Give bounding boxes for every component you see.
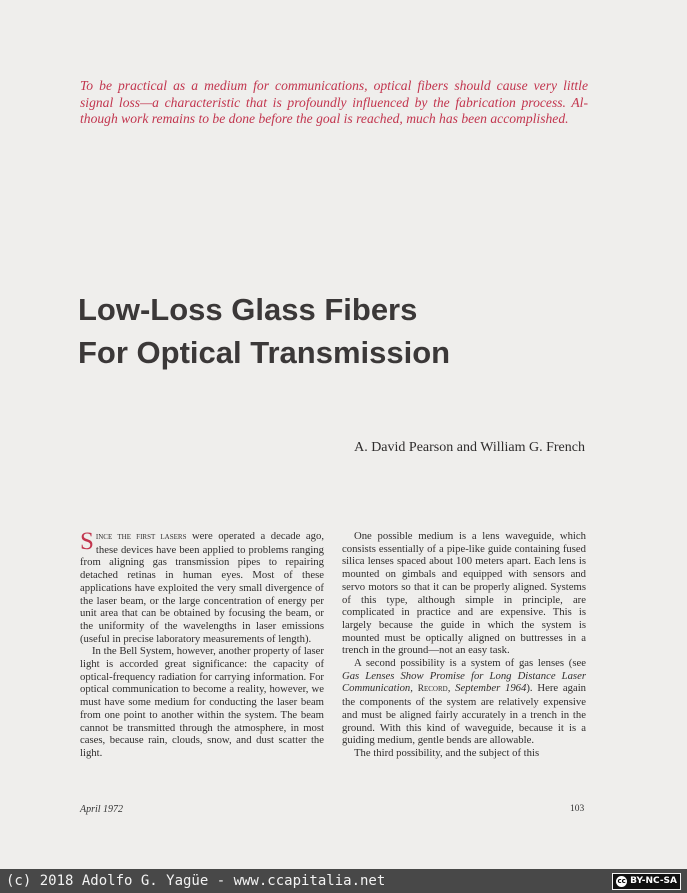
intro-blurb [80, 78, 588, 128]
body-column-right [342, 530, 586, 760]
paragraph-text: ). Here again the components of the system are relatively expensive and must be aligned fairly accurately in a trench in the ground. With this kind of waveguide, because it is a guiding medium, gentle bends are allowable. [342, 682, 587, 747]
article-title [78, 288, 450, 374]
reference-journal: Record [417, 684, 448, 695]
license-badge[interactable] [612, 873, 681, 890]
paragraph-text: were operated a decade ago, these devices have been applied to problems ranging from aligning gas transmission pipes to repairing detached retinas in human eyes. Most of these applications have exploited the very small divergence of the laser beam, or the large concentration of energy per unit area that can be obtained by focusing the beam, or the uniformity of the wavelengths in laser emissions (useful in precise laboratory measurements of length). [80, 530, 324, 645]
body-paragraph [342, 657, 586, 747]
article-authors: A. David Pearson and William G. French [354, 440, 585, 455]
body-paragraph: One possible medium is a lens waveguide, which consists essentially of a pipe-like guide containing fused silica lenses spaced about 100 meters apart. Each lens is mounted on gimbals and equipped with sensors and servo motors so that it can be properly aligned. Systems of this type, although simple in principle, are complicated in practice and are expensive. This is largely because the guide in which the system is mounted must be optically aligned on buttresses in a trench in the ground—not an easy task. [342, 530, 586, 657]
title-line-2: For Optical Transmission [78, 335, 451, 370]
issue-date: April 1972 [80, 804, 124, 815]
intro-line: though work remains to be done before the goal is reached, much has been accomplished. [80, 111, 569, 126]
creative-commons-icon: cc [617, 877, 626, 885]
reference-title: Gas Lenses Show Promise for Long Distance Laser Communication, [342, 669, 586, 695]
body-paragraph [80, 530, 324, 645]
body-paragraph: In the Bell System, however, another property of laser light is accorded great significance: the capacity of optical-frequency radiation for carrying information. For optical communication to become a reality, however, we must have some medium for conducting the laser beam from one point to another within the system. The beam cannot be transmitted through the atmosphere, in most cases, because rain, clouds, snow, and dust scatter the light. [80, 645, 324, 759]
body-paragraph: The third possibility, and the subject of this [354, 746, 540, 759]
credit-bar [0, 869, 687, 893]
intro-line: signal loss—a characteristic that is profoundly influenced by the fabrication process. Al- [80, 94, 588, 110]
license-label: BY-NC-SA [630, 876, 677, 886]
paragraph-text: A second possibility is a system of gas lenses (see [354, 657, 586, 670]
body-column-left [80, 530, 324, 760]
copyright-credit: (c) 2018 Adolfo G. Yagüe - www.ccapitalia.net [6, 873, 386, 889]
reference-date: , September 1964 [447, 682, 527, 695]
drop-cap: S [80, 528, 94, 555]
page-number: 103 [570, 804, 585, 814]
intro-line: To be practical as a medium for communications, optical fibers should cause very little [80, 78, 588, 93]
title-line-1: Low-Loss Glass Fibers [78, 292, 418, 327]
lead-in-smallcaps: ince the first lasers [95, 532, 187, 542]
